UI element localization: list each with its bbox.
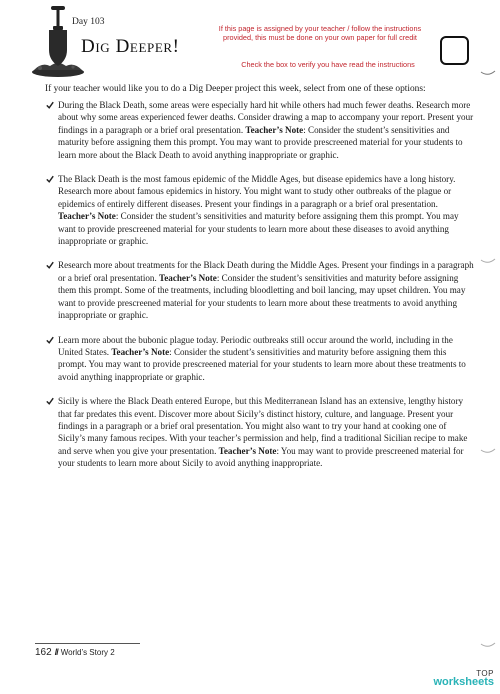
prompt-text: During the Black Death, some areas were especially hard hit while others had much fewer deaths. Research more about why some areas experienced fewer deaths. Consider drawing a map to accompany your report. Present your findings in a paragraph or a brief oral presentation. bbox=[58, 100, 474, 135]
list-item bbox=[46, 334, 474, 384]
teachers-note-text: : Consider the student’s sensitivities and maturity before assigning them this prompt. You may want to provide prescreened material for your students to learn more about these treatments to avoid anything inappropriate or graphic. bbox=[58, 346, 466, 382]
teachers-note-label: Teacher’s Note bbox=[58, 211, 116, 222]
verify-instructions-text: Check the box to verify you have read the instructions bbox=[241, 60, 415, 69]
check-icon bbox=[46, 261, 54, 269]
book-title: World’s Story 2 bbox=[60, 648, 115, 657]
teachers-note-text: : You may want to provide prescreened material for your students to learn more about Sicily to avoid anything inappropriate. bbox=[58, 445, 464, 469]
teachers-note-text: : Consider the student’s sensitivities and maturity before assigning them this prompt. You may want to provide prescreened material for your students to learn more about the Black Death to avoid anything inappropriate or graphic. bbox=[58, 124, 463, 160]
list-item bbox=[46, 99, 474, 161]
logo-top-text: TOP bbox=[476, 669, 494, 678]
list-item bbox=[46, 259, 474, 321]
page-footer bbox=[35, 647, 115, 658]
page-edge-mark bbox=[480, 446, 496, 456]
list-item bbox=[46, 173, 474, 247]
page-edge-mark bbox=[480, 640, 496, 650]
teachers-note-label: Teacher’s Note bbox=[159, 272, 217, 283]
list-item bbox=[46, 395, 474, 469]
teachers-note-text: : Consider the student’s sensitivities and maturity before assigning them this prompt. Some of the treatments, including bloodletting and boil lancing, may upset children. You may want to provide prescreened material for your students to learn more about these treatments to avoid anything inappropriate or graphic. bbox=[58, 272, 466, 321]
prompt-list bbox=[46, 99, 474, 482]
teachers-note-label: Teacher’s Note bbox=[245, 124, 304, 135]
page-edge-mark bbox=[480, 256, 496, 266]
check-icon bbox=[46, 397, 54, 405]
footer-divider bbox=[35, 643, 140, 644]
teachers-note-label: Teacher’s Note bbox=[218, 445, 277, 456]
check-icon bbox=[46, 336, 54, 344]
prompt-text: The Black Death is the most famous epidemic of the Middle Ages, but disease epidemics have a long history. Research more about famous epidemics in history. You might want to study other outbreaks of the plague or epidemics of entirely different diseases. Present your findings in a paragraph or a brief oral presentation. bbox=[58, 174, 456, 209]
assignment-notice: If this page is assigned by your teacher / follow the instructions provided, this must be done on your own paper for full credit bbox=[218, 24, 422, 43]
page-edge-mark bbox=[480, 68, 496, 78]
teachers-note-text: : Consider the student’s sensitivities and maturity before assigning them this prompt. You may want to provide prescreened material for your students to learn more about these diseases to avoid anything inappropriate or graphic. bbox=[58, 211, 459, 247]
footer-separator: // bbox=[54, 647, 58, 657]
day-label: Day 103 bbox=[72, 17, 105, 27]
page-title: Dig Deeper! bbox=[81, 36, 180, 57]
page-number: 162 bbox=[35, 647, 52, 658]
intro-text: If your teacher would like you to do a Dig Deeper project this week, select from one of these options: bbox=[45, 84, 426, 94]
logo-name-text: worksheets bbox=[433, 676, 494, 688]
teachers-note-label: Teacher’s Note bbox=[111, 346, 170, 357]
prompt-text: Research more about treatments for the Black Death during the Middle Ages. Present your findings in a paragraph or a brief oral presentation. bbox=[58, 260, 474, 283]
check-icon bbox=[46, 175, 54, 183]
verify-checkbox[interactable] bbox=[440, 36, 469, 65]
prompt-text: Learn more about the bubonic plague today. Periodic outbreaks still occur around the world, including in the United States. bbox=[58, 334, 453, 357]
topworksheets-logo[interactable] bbox=[433, 669, 494, 687]
check-icon bbox=[46, 101, 54, 109]
prompt-text: Sicily is where the Black Death entered Europe, but this Mediterranean Island has an extensive, lengthy history that far predates this event. Discover more about Sicily’s distinct history, culture, and language. Present your findings in a paragraph or a brief oral presentation. You might also want to try your hand at cooking one of Sicily’s many famous recipes. With your teacher’s permission and help, find a traditional Sicilian recipe to make and serve when you give your presentation. bbox=[58, 396, 468, 456]
